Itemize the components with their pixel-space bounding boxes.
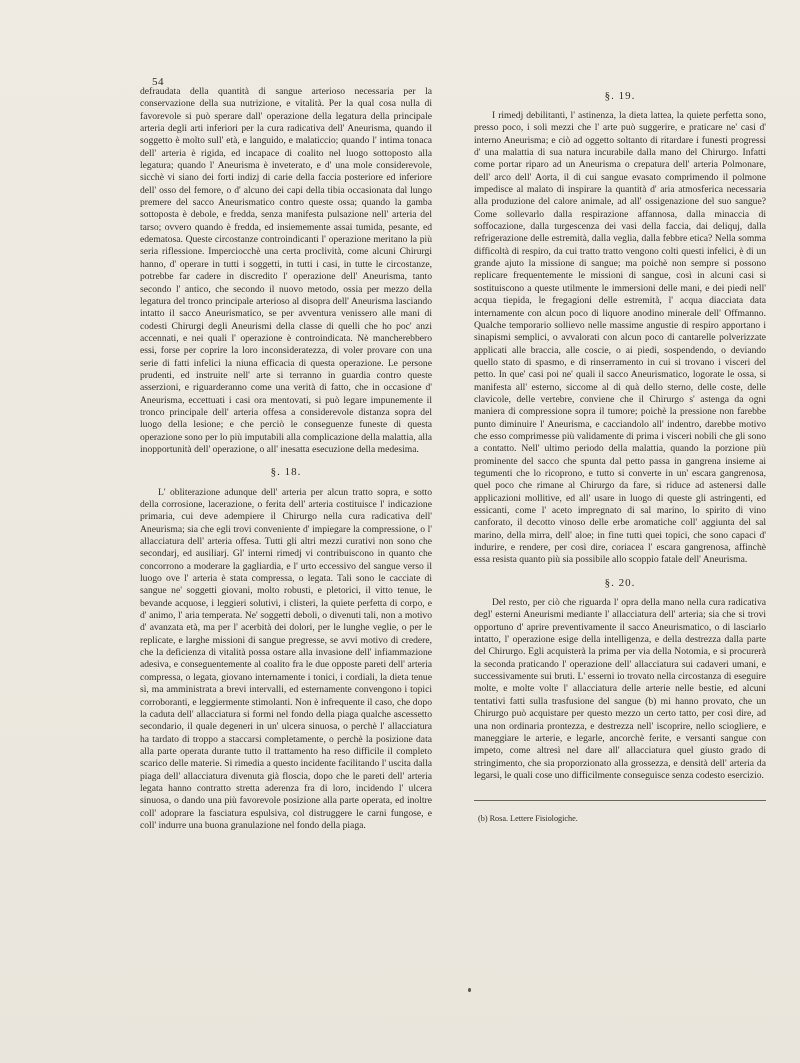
section-heading-18: §. 18. (270, 466, 302, 479)
paragraph-19: I rimedj debilitanti, l' astinenza, la dieta lattea, la quiete perfetta sono, presso poco, i soli mezzi che l' arte può suggerire, e praticare ne' casi d' interno Aneurisma; e ciò ad oggetto soltanto di ritardare i funesti progressi d' una malattia di sua natura incurabile dalla mano del Chirurgo. Infatti come portar riparo ad un Aneurisma o crepatura dell' arteria Polmonare, dell' arco dell' Aorta, il di cui sangue evasato comprimendo il polmone impedisce al malato di inspirare la quantità d' aria atmosferica necessaria alla produzione del calore animale, ad all' ossigenazione del suo sangue? Come sollevarlo dalla respirazione affannosa, dalla minaccia di soffocazione, dalla turgescenza dei vasi della faccia, dai deliquj, dalla refrigerazione delle estremità, dalla veglia, dalla febbre etica? Nella somma difficoltà di respiro, da cui tratto tratto vengono colti questi infelici, è di un grande ajuto la missione di sangue; ma poichè non sempre si possono replicare frequentemente le missioni di sangue, così in alcuni casi si sostituiscono a queste utilmente le immersioni delle mani, e dei piedi nell' acqua tiepida, le fregagioni delle estremità, l' acqua diacciata data internamente con alcun poco di liquore anodino minerale dell' Offmanno. Qualche temporario sollievo nelle massime angustie di respiro apportano i sinapismi semplici, o avvalorati con alcun poco di cantarelle polverizzate applicati alle braccia, alle coscie, o ai piedi, sospendendo, o deviando quello stato di spasmo, e di rinserramento in cui si trovano i visceri del petto. In que' casi poi ne' quali il sacco Aneurismatico, logorate le ossa, si manifesta all' esterno, siccome al di quà dello sterno, delle coste, delle clavicole, delle vertebre, conviene che il Chirurgo s' astenga da ogni maniera di compressione sopra il tumore; poichè la pressione non farebbe punto diminuire l' Aneurisma, e cacciandolo all' indentro, darebbe motivo che esso comprimesse più validamente di prima i visceri nobili che gli sono a contatto. Nell' ultimo periodo della malattia, quando la porzione più prominente del sacco che spunta dal petto passa in gangrena insieme ai tegumenti che lo ricoprono, e tutto si converte in un' escara gangrenosa, quel poco che rimane al Chirurgo da fare, si riduce ad astenersi dalle applicazioni mollitive, ed all' usare in luogo di queste gli astringenti, ed essicanti, come l' aceto impregnato di sal marino, lo spirito di vino canforato, il decotto vinoso delle erbe aromatiche coll' aggiunta del sal marino, della mirra, dell' aloe; in fine tutti quei topici, che sono capaci d' indurire, e rendere, per così dire, coriacea l' escara gangrenosa, affinchè essa resista quanto più sia possibile allo scoppio fatale dell' Aneurisma. (474, 110, 766, 566)
page-number: 54 (152, 76, 164, 88)
footnote-divider (474, 800, 766, 801)
left-column (140, 86, 432, 832)
right-column (474, 110, 766, 824)
paragraph-20: Del resto, per ciò che riguarda l' opra della mano nella cura radicativa degl' esterni Aneurismi mediante l' allacciatura dell' arteria; sia che si trovi opportuno d' aprire preventivamente il sacco Aneurismatico, o di lasciarlo intatto, l' operazione esige della intelligenza, e della destrezza dalla parte del Chirurgo. Egli acquisterà la prima per via della Notomia, e si procurerà la seconda praticando l' operazione dell' allacciatura sui cadaveri umani, e successivamente sui bruti. L' esserni io trovato nella circostanza di eseguire molte, e molte volte l' allacciatura delle arterie nelle bestie, ed alcuni tentativi fatti sulla trasfusione del sangue (b) mi hanno provato, che un Chirurgo può acquistare per questo mezzo un certo tatto, per così dire, ad una non ordinaria prontezza, e destrezza nell' iscoprire, nello sciogliere, e maneggiare le arterie, e legarle, ancorchè ferite, e versanti sangue con impeto, come altresì nel dare all' allacciatura quel giusto grado di stringimento, che sia proporzionato alla grossezza, e densità dell' arteria da legarsi, le quali cose uno difficilmente conseguisce senza codesto esercizio. (474, 597, 766, 781)
continued-paragraph: defraudata della quantità di sangue arterioso necessaria per la conservazione della sua nutrizione, e vitalità. Per la qual cosa nulla di favorevole si può sperare dall' operazione della legatura della principale arteria degli arti inferiori per la cura radicativa dell' Aneurisma, quando il soggetto è molto sull' età, e languido, e malaticcio; quando l' intima tonaca dell' arteria è rigida, ed incapace di coalito nel luogo sottoposto alla legatura; quando l' Aneurisma è inveterato, e d' una mole considerevole, sicchè vi siano dei forti indizj di carie della faccia posteriore ed inferiore dell' osso del femore, o d' alcuno dei capi della tibia occasionata dal lungo premere del sacco Aneurismatico contro queste ossa; quando la gamba sottoposta è debole, e fredda, senza manifesta pulsazione nell' arteria del tarso; ovvero quando è fredda, ed insiememente assai tumida, pesante, ed edematosa. Queste circostanze controindicanti l' operazione meritano la più seria riflessione. Imperciocchè una certa proclività, come alcuni Chirurgi hanno, d' operare in tutti i soggetti, in tutti i casi, in tutte le circostanze, potrebbe far cadere in discredito l' operazione dell' Aneurisma, tanto secondo l' antico, che secondo il nuovo metodo, ossia per mezzo della legatura del tronco principale arterioso al disopra dell' Aneurisma lasciando intatto il sacco Aneurismatico, se per avventura venissero alle mani di codesti Chirurgi degli Aneurismi della classe di quelli che ho poc' anzi accennati, e nei quali l' operazione è controindicata. Nè mancherebbero essi, forse per coprire la loro inconsideratezza, di voler provare con una serie di fatti infelici la niuna efficacia di questa operazione. Le persone prudenti, ed instruite nell' arte si terranno in guardia contro queste asserzioni, e riguarderanno come una verità di fatto, che in occasione d' Aneurisma, eccettuati i casi ora mentovati, si può legare impunemente il tronco principale dell' arteria offesa a considerevole distanza sopra del luogo della lesione; e che perciò le conseguenze funeste di questa operazione sono per lo più imputabili alla complicazione della malattia, alla inopportunità dell' operazione, o all' inesatta esecuzione della medesima. (140, 86, 432, 455)
paragraph-18: L' obliterazione adunque dell' arteria per alcun tratto sopra, e sotto della corrosione, lacerazione, o ferita dell' arteria costituisce l' indicazione primaria, cui deve adempiere il Chirurgo nella cura radicativa dell' Aneurisma; sia che egli trovi conveniente d' impiegare la compressione, o l' allacciatura dell' arteria offesa. Tutti gli altri mezzi curativi non sono che secondarj, ed ausiliarj. Gl' interni rimedj vi contribuiscono in quanto che concorrono a moderare la gagliardia, e l' urto eccessivo del sangue verso il luogo ove l' arteria è stata compressa, o legata. Tali sono le cacciate di sangue ne' soggetti giovani, molto robusti, e pletorici, il vitto tenue, le bevande acquose, i leggieri solutivi, i clisteri, la quiete perfetta di corpo, e d' animo, l' aria temperata. Ne' soggetti deboli, o divenuti tali, non a motivo d' avanzata età, ma per l' acerbità dei dolori, per le lunghe veglie, o per le replicate, e larghe missioni di sangue pregresse, se avvi motivo di credere, che la deficienza di vitalità possa ostare alla invasione dell' infiammazione adesiva, e conseguentemente al coalito fra le due opposte pareti dell' arteria compressa, o legata, giovano internamente i tonici, i cordiali, la dieta tenue sì, ma amministrata a brevi intervalli, ed esternamente convengono i topici corroboranti, e leggiermente stimolanti. Non è infrequente il caso, che dopo la caduta dell' allacciatura si formi nel fondo della piaga qualche ascessetto secondario, il quale degeneri in un' ulcera sinuosa, o perchè l' allacciatura ha tardato di troppo a staccarsi completamente, o perchè la posizione data alla parte operata durante tutto il trattamento ha reso difficile il completo scarico delle materie. Si rimedia a questo incidente facilitando l' uscita dalla piaga dell' allacciatura divenuta già floscia, dopo che le pareti dell' arteria legata hanno contratto stretta aderenza fra di loro, incidendo l' ulcera sinuosa, o dando una più favorevole posizione alla parte operata, ed inoltre coll' adoprare la fasciatura espulsiva, col distruggere le carni fungose, e coll' indurre una buona granulazione nel fondo della piaga. (140, 486, 432, 831)
footnote: (b) Rosa. Lettere Fisiologiche. (478, 814, 578, 824)
section-heading-19: §. 19. (604, 90, 636, 102)
section-heading-20: §. 20. (604, 576, 636, 589)
ink-spot (468, 988, 471, 992)
